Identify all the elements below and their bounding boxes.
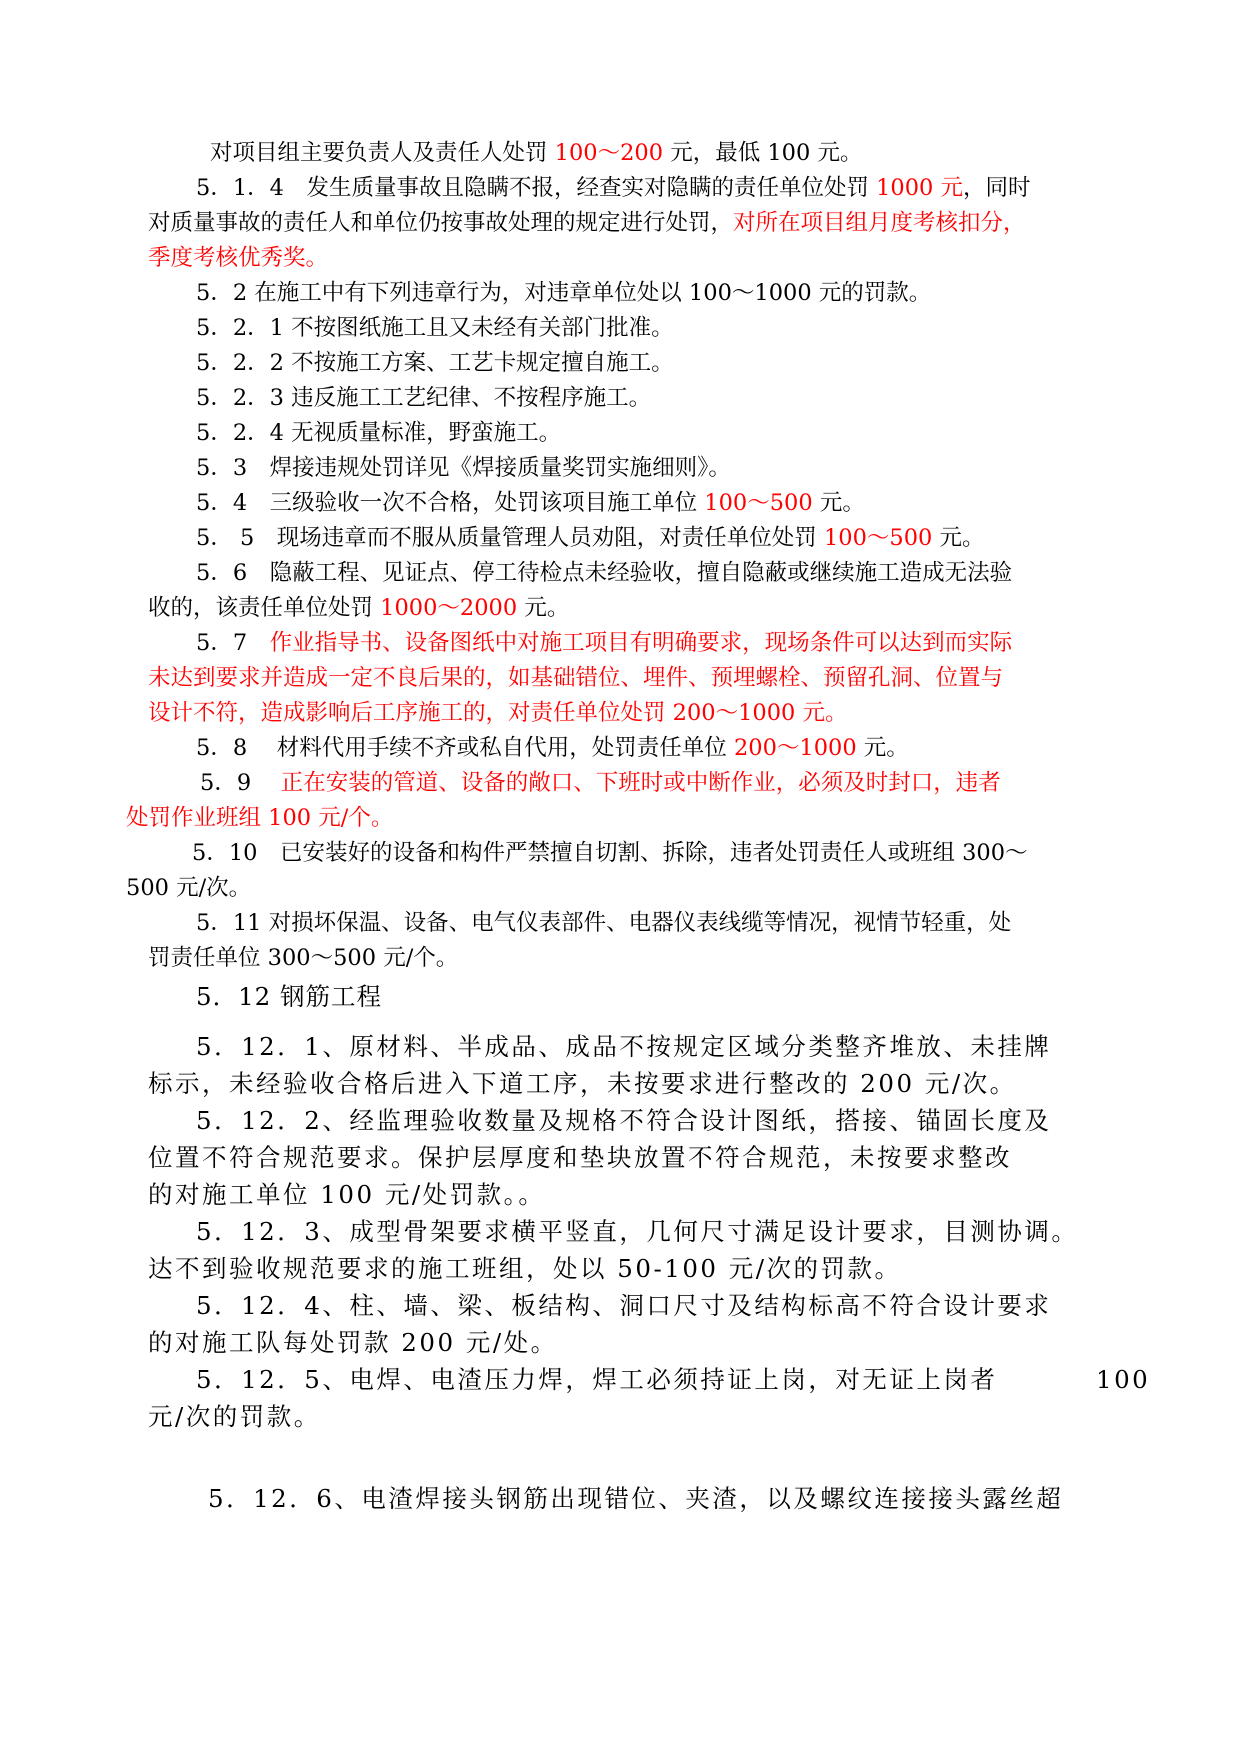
- text-line: [148, 1069, 1017, 1099]
- text-line: [196, 628, 1012, 658]
- text: 5．2．2 不按施工方案、工艺卡规定擅自施工。: [196, 350, 674, 376]
- penalty-amount: 1000 元: [876, 175, 964, 201]
- text-line: [148, 243, 328, 273]
- text: 罚责任单位 300～500 元/个。: [148, 945, 459, 971]
- text-line: [196, 523, 985, 553]
- penalty-amount: 100～200: [554, 140, 664, 166]
- text-line: [196, 1106, 1051, 1136]
- text-line: [148, 593, 569, 623]
- text: 收的，该责任单位处罚: [148, 595, 381, 621]
- text-line: [126, 873, 251, 903]
- text: 元，最低 100 元。: [663, 140, 863, 166]
- text: 5．11 对损坏保温、设备、电气仪表部件、电器仪表线缆等情况，视情节轻重，处: [196, 910, 1012, 936]
- highlighted-text: 季度考核优秀奖。: [148, 245, 329, 271]
- highlighted-text: 未达到要求并造成一定不良后果的，如基础错位、埋件、预埋螺栓、预留孔洞、位置与: [148, 665, 1004, 691]
- penalty-amount: 200～1000: [733, 735, 857, 761]
- highlighted-text: 正在安装的管道、设备的敞口、下班时或中断作业，必须及时封口，违者: [280, 770, 1001, 796]
- text: 5．9: [200, 770, 281, 796]
- text-line: [196, 348, 674, 378]
- text: 5． 5 现场违章而不服从质量管理人员劝阻，对责任单位处罚: [196, 525, 824, 551]
- text-line: [200, 768, 1001, 798]
- text-line: [196, 733, 909, 763]
- highlighted-text: 作业指导书、设备图纸中对施工项目有明确要求，现场条件可以达到而实际: [269, 630, 1013, 656]
- text-line: [148, 1180, 545, 1210]
- text: 5．2．4 无视质量标准，野蛮施工。: [196, 420, 562, 446]
- text: 位置不符合规范要求。保护层厚度和垫块放置不符合规范，未按要求整改: [148, 1143, 1012, 1172]
- text-line: [196, 383, 651, 413]
- text-line: [148, 663, 1003, 693]
- text: 5．12．5、电焊、电渣压力焊，焊工必须持证上岗，对无证上岗者: [196, 1365, 998, 1394]
- text: 5．8 材料代用手续不齐或私自代用，处罚责任单位: [196, 735, 734, 761]
- text-line: [196, 278, 931, 308]
- text-line: [196, 1217, 1078, 1247]
- text-line: [196, 1032, 1051, 1062]
- text-fragment: [1096, 1365, 1150, 1395]
- text-line: [196, 558, 1012, 588]
- text: 5．4 三级验收一次不合格，处罚该项目施工单位: [196, 490, 705, 516]
- text: 5．2．1 不按图纸施工且又未经有关部门批准。: [196, 315, 674, 341]
- text: 5．12．6、电渣焊接头钢筋出现错位、夹渣，以及螺纹连接接头露丝超: [208, 1484, 1064, 1513]
- text: 对项目组主要负责人及责任人处罚: [210, 140, 555, 166]
- text: 5．12．4、柱、墙、梁、板结构、洞口尺寸及结构标高不符合设计要求: [196, 1291, 1052, 1320]
- text: 达不到验收规范要求的施工班组，处以 50-100 元/次的罚款。: [148, 1254, 902, 1283]
- text-line: [196, 908, 1011, 938]
- section-heading: [196, 982, 382, 1012]
- text-line: [196, 313, 674, 343]
- text: 500 元/次。: [126, 875, 252, 901]
- highlighted-text: 处罚作业班组 100 元/个。: [126, 805, 394, 831]
- text-line: [196, 173, 1031, 203]
- text: 5．12．3、成型骨架要求横平竖直，几何尺寸满足设计要求，目测协调。: [196, 1217, 1079, 1246]
- text-line: [148, 1143, 1012, 1173]
- text: 元。: [856, 735, 909, 761]
- text-line: [148, 208, 1026, 238]
- text: 标示，未经验收合格后进入下道工序，未按要求进行整改的 200 元/次。: [148, 1069, 1017, 1098]
- text: 5．2．3 违反施工工艺纪律、不按程序施工。: [196, 385, 652, 411]
- text: 5．1．4 发生质量事故且隐瞒不报，经查实对隐瞒的责任单位处罚: [196, 175, 877, 201]
- text: 5．12．2、经监理验收数量及规格不符合设计图纸，搭接、锚固长度及: [196, 1106, 1052, 1135]
- text-line: [196, 488, 865, 518]
- text: 5．10 已安装好的设备和构件严禁擅自切割、拆除，违者处罚责任人或班组 300～: [192, 840, 1028, 866]
- text-line: [148, 1402, 321, 1432]
- text: 5．6 隐蔽工程、见证点、停工待检点未经验收，擅自隐蔽或继续施工造成无法验: [196, 560, 1013, 586]
- text: 5．12．1、原材料、半成品、成品不按规定区域分类整齐堆放、未挂牌: [196, 1032, 1052, 1061]
- text-line: [196, 1291, 1051, 1321]
- text-line: [208, 1484, 1063, 1514]
- text: 元。: [812, 490, 865, 516]
- text: 元。: [932, 525, 985, 551]
- text: 元/次的罚款。: [148, 1402, 321, 1431]
- text: 5．12 钢筋工程: [196, 982, 383, 1011]
- text-line: [126, 803, 393, 833]
- penalty-amount: 1000～2000: [380, 595, 518, 621]
- highlighted-text: 对所在项目组月度考核扣分，: [733, 210, 1026, 236]
- text-line: [148, 698, 848, 728]
- text-line: [192, 838, 1028, 868]
- text: 元。: [517, 595, 570, 621]
- text: 对质量事故的责任人和单位仍按事故处理的规定进行处罚，: [148, 210, 734, 236]
- text-line: [210, 138, 862, 168]
- highlighted-text: 设计不符，造成影响后工序施工的，对责任单位处罚 200～1000 元。: [148, 700, 848, 726]
- penalty-amount: 100～500: [823, 525, 933, 551]
- penalty-amount: 100～500: [704, 490, 813, 516]
- text-line: [148, 943, 458, 973]
- text: ，同时: [963, 175, 1031, 201]
- text: 5．2 在施工中有下列违章行为，对违章单位处以 100～1000 元的罚款。: [196, 280, 932, 306]
- text-line: [196, 1365, 997, 1395]
- text: 5．3 焊接违规处罚详见《焊接质量奖罚实施细则》。: [196, 455, 731, 481]
- text-line: [196, 453, 731, 483]
- text-line: [196, 418, 561, 448]
- text-line: [148, 1254, 902, 1284]
- text-line: [148, 1328, 558, 1358]
- text: 100: [1096, 1365, 1151, 1394]
- text: 的对施工单位 100 元/处罚款。。: [148, 1180, 546, 1209]
- text: 5．7: [196, 630, 270, 656]
- text: 的对施工队每处罚款 200 元/处。: [148, 1328, 558, 1357]
